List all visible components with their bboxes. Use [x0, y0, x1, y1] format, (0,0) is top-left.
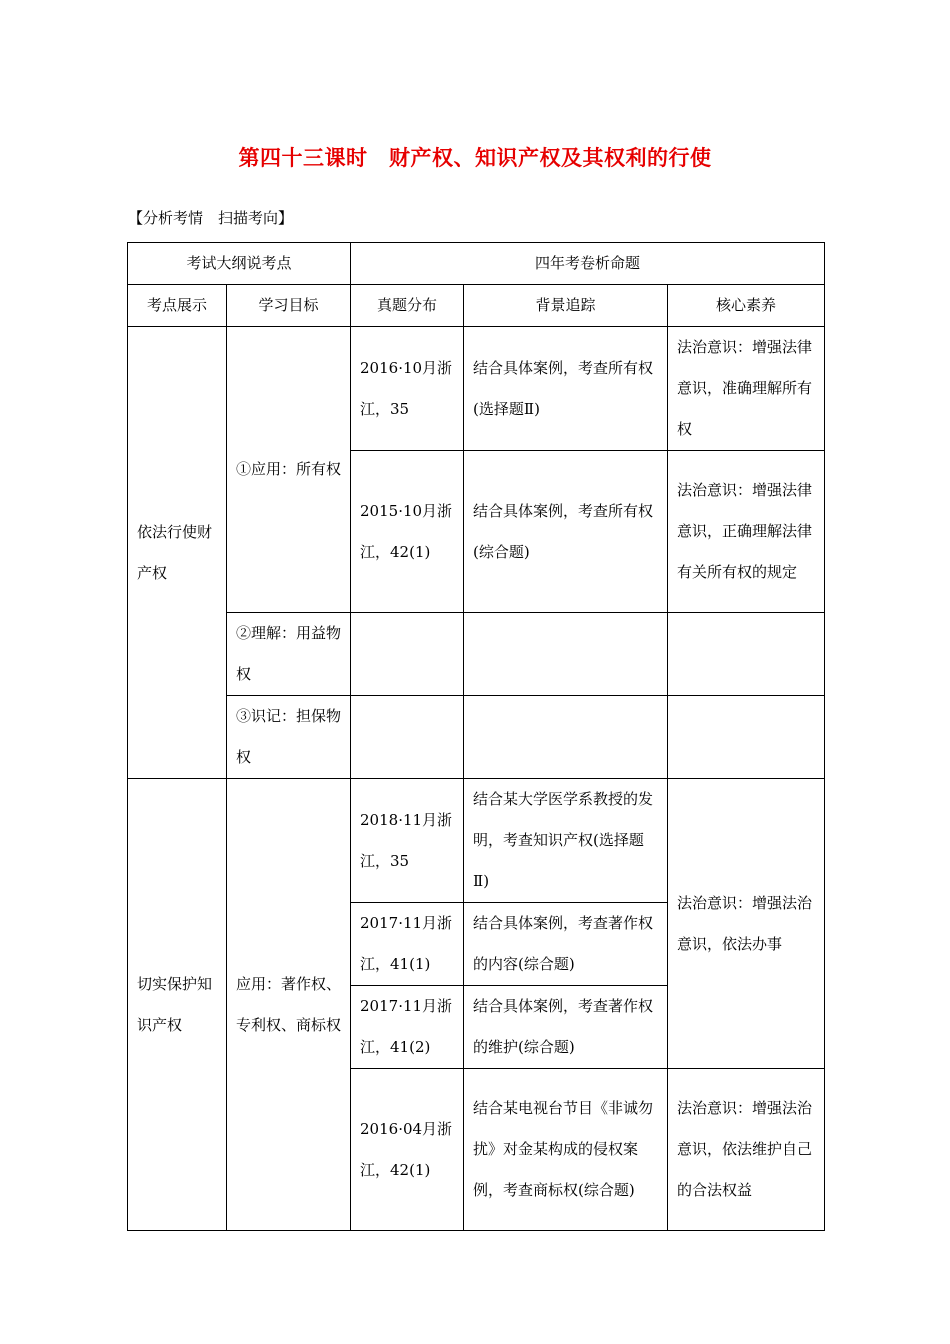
table-row — [128, 779, 825, 903]
exam-cell: 2017·11月浙江，41(1) — [351, 903, 464, 986]
column-header-background: 背景追踪 — [464, 285, 668, 327]
literacy-cell: 法治意识：增强法律意识，正确理解法律有关所有权的规定 — [668, 451, 825, 613]
exam-cell: 2018·11月浙江，35 — [351, 779, 464, 903]
empty-cell — [351, 613, 464, 696]
table-row — [128, 696, 825, 779]
background-cell: 结合具体案例，考查著作权的维护(综合题) — [464, 986, 668, 1069]
goal-cell: ③识记：担保物权 — [227, 696, 351, 779]
literacy-cell: 法治意识：增强法治意识，依法办事 — [668, 779, 825, 1069]
empty-cell — [351, 696, 464, 779]
empty-cell — [668, 613, 825, 696]
literacy-cell: 法治意识：增强法律意识，准确理解所有权 — [668, 327, 825, 451]
literacy-cell: 法治意识：增强法治意识，依法维护自己的合法权益 — [668, 1069, 825, 1231]
section-heading: 【分析考情 扫描考向】 — [128, 209, 294, 227]
goal-cell: 应用：著作权、专利权、商标权 — [227, 779, 351, 1231]
header-group-right: 四年考卷析命题 — [351, 243, 825, 285]
exam-cell: 2016·10月浙江，35 — [351, 327, 464, 451]
header-group-left: 考试大纲说考点 — [128, 243, 351, 285]
column-header-literacy: 核心素养 — [668, 285, 825, 327]
exam-analysis-table — [127, 242, 825, 1231]
exam-cell: 2016·04月浙江，42(1) — [351, 1069, 464, 1231]
exam-cell: 2017·11月浙江，41(2) — [351, 986, 464, 1069]
table-row — [128, 613, 825, 696]
exam-cell: 2015·10月浙江，42(1) — [351, 451, 464, 613]
table-row — [128, 327, 825, 451]
empty-cell — [464, 613, 668, 696]
empty-cell — [668, 696, 825, 779]
goal-cell: ②理解：用益物权 — [227, 613, 351, 696]
column-header-goal: 学习目标 — [227, 285, 351, 327]
background-cell: 结合具体案例，考查所有权(综合题) — [464, 451, 668, 613]
background-cell: 结合具体案例，考查所有权(选择题Ⅱ) — [464, 327, 668, 451]
page-title: 第四十三课时 财产权、知识产权及其权利的行使 — [238, 146, 712, 170]
column-header-topic: 考点展示 — [128, 285, 227, 327]
topic-cell: 切实保护知识产权 — [128, 779, 227, 1231]
background-cell: 结合某大学医学系教授的发明，考查知识产权(选择题Ⅱ) — [464, 779, 668, 903]
table-header-group-row — [128, 243, 825, 285]
column-header-exam: 真题分布 — [351, 285, 464, 327]
empty-cell — [464, 696, 668, 779]
topic-cell: 依法行使财产权 — [128, 327, 227, 779]
background-cell: 结合某电视台节目《非诚勿扰》对金某构成的侵权案例，考查商标权(综合题) — [464, 1069, 668, 1231]
goal-cell: ①应用：所有权 — [227, 327, 351, 613]
background-cell: 结合具体案例，考查著作权的内容(综合题) — [464, 903, 668, 986]
table-header-row — [128, 285, 825, 327]
